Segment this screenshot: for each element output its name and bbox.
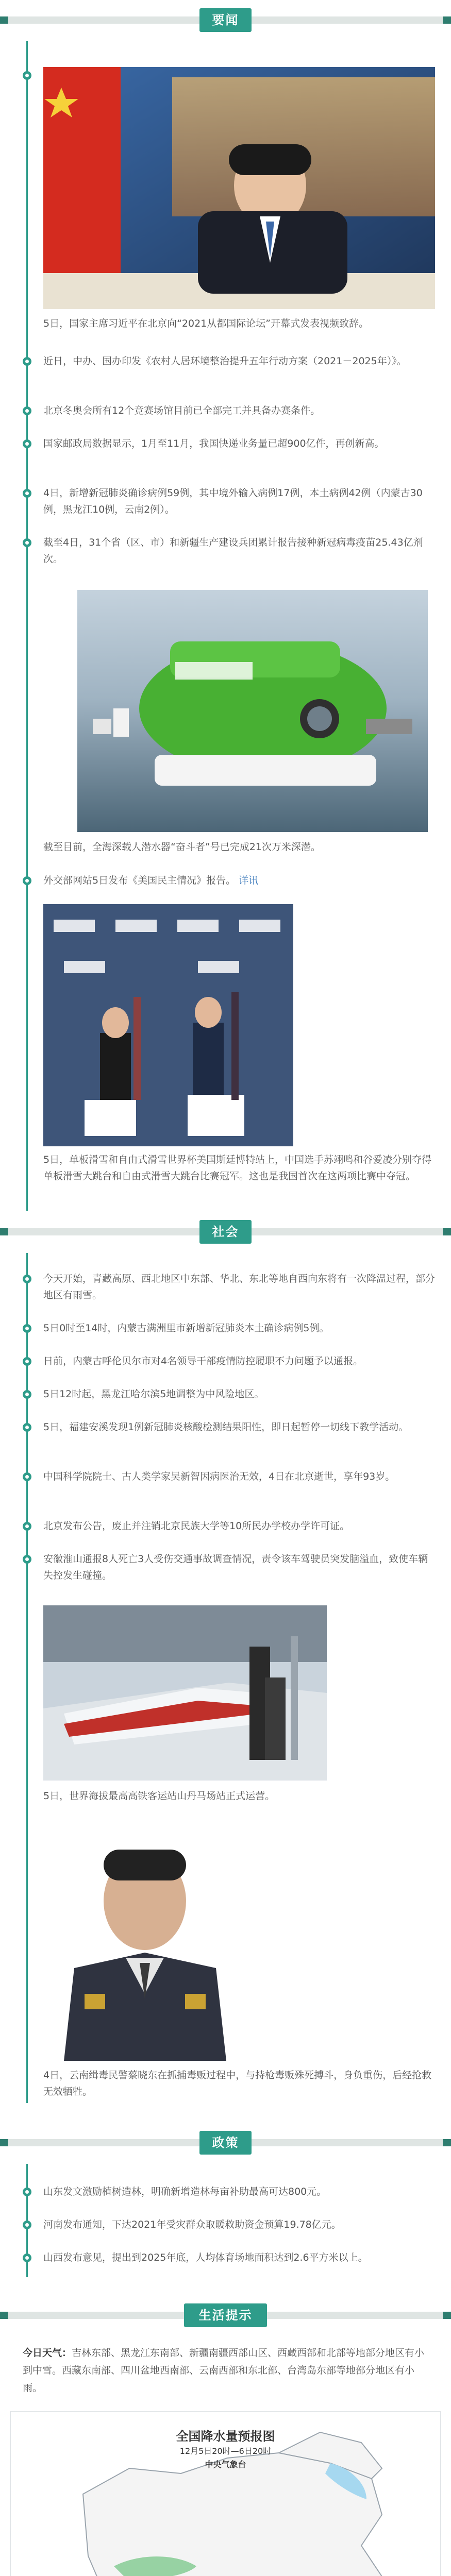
divider-accent-left xyxy=(0,16,8,24)
timeline-dot xyxy=(23,1357,31,1366)
society-item-anxi: 5日，福建安溪发现1例新冠肺炎核酸检测结果阳性，即日起暂停一切线下教学活动。 xyxy=(43,1421,409,1433)
news-item-covid-cases: 4日，新增新冠肺炎确诊病例59例，其中境外输入病例17例，本土病例42例（内蒙古30例，黑龙江10例，云南2例）。 xyxy=(43,487,423,515)
timeline-news xyxy=(26,41,28,1211)
timeline-dot xyxy=(23,2253,31,2262)
section-title-society: 社会 xyxy=(199,1220,252,1244)
divider-accent-left xyxy=(0,2312,8,2319)
policy-item-henan: 河南发布通知，下达2021年受灾群众取暖救助资金预算19.78亿元。 xyxy=(43,2219,341,2230)
timeline-dot xyxy=(23,1423,31,1432)
society-item-traffic-accident: 安徽淮山通报8人死亡3人受伤交通事故调查情况，责令该车驾驶员突发脑溢血，致使车辆失控发生碰撞。 xyxy=(43,1553,428,1581)
photo-xi-video-speech xyxy=(43,67,435,309)
timeline-dot xyxy=(23,538,31,547)
divider-accent-right xyxy=(443,2312,451,2319)
section-header-tips xyxy=(0,2300,451,2330)
news-item-democracy-text: 外交部网站5日发布《美国民主情况》报告。 xyxy=(43,875,236,886)
society-item-cooling: 今天开始，青藏高原、西北地区中东部、华北、东北等地自西向东将有一次降温过程，部分地区有雨雪。 xyxy=(43,1273,436,1301)
timeline-dot xyxy=(23,489,31,498)
photo-police-officer xyxy=(43,1824,247,2061)
society-item-manzhouli: 5日0时至14时，内蒙古满洲里市新增新冠肺炎本土确诊病例5例。 xyxy=(43,1323,329,1334)
tips-weather-label: 今日天气： xyxy=(23,2347,72,2359)
photo-highspeed-train-station xyxy=(43,1605,327,1781)
society-item-beijing-schools: 北京发布公告，废止并注销北京民族大学等10所民办学校办学许可证。 xyxy=(43,1520,350,1532)
photo-snowboard-champions xyxy=(43,904,293,1146)
section-header-policy xyxy=(0,2128,451,2158)
news-item-democracy-report xyxy=(43,872,435,889)
map-time-range: 12月5日20时—6日20时 xyxy=(179,2446,272,2456)
map-title: 全国降水量预报图 xyxy=(176,2429,275,2444)
timeline-dot xyxy=(23,2188,31,2196)
policy-item-shandong: 山东发文激励植树造林，明确新增造林每亩补助最高可达800元。 xyxy=(43,2186,327,2197)
timeline-dot xyxy=(23,71,31,80)
timeline-dot xyxy=(23,1555,31,1564)
caption-submersible: 截至目前，全海深载人潜水器“奋斗者”号已完成21次万米深潜。 xyxy=(43,841,321,853)
timeline-dot xyxy=(23,876,31,885)
caption-xi-speech: 5日，国家主席习近平在北京向“2021从都国际论坛”开幕式发表视频致辞。 xyxy=(43,318,369,329)
section-title-tips: 生活提示 xyxy=(184,2303,267,2327)
divider-accent-right xyxy=(443,2139,451,2146)
map-organization: 中央气象台 xyxy=(205,2460,246,2469)
tips-today-weather xyxy=(23,2344,430,2397)
tips-weather-text: 吉林东部、黑龙江东南部、新疆南疆西部山区、西藏西部和北部等地部分地区有小到中雪。西藏东南部、四川盆地西南部、云南西部和东北部、台湾岛东部等地部分地区有小雨。 xyxy=(23,2347,425,2394)
section-title-news: 要闻 xyxy=(199,8,252,32)
divider-accent-left xyxy=(0,1228,8,1235)
news-item-express-delivery: 国家邮政局数据显示，1月至11月，我国快递业务量已超900亿件，再创新高。 xyxy=(43,438,385,449)
photo-submersible-fendouzhe xyxy=(77,590,428,832)
society-item-wu-xinzhi: 中国科学院院士、古人类学家吴新智因病医治无效，4日在北京逝世，享年93岁。 xyxy=(43,1471,395,1482)
timeline-dot xyxy=(23,406,31,415)
society-item-hulunbuir: 日前，内蒙古呼伦贝尔市对4名领导干部疫情防控履职不力问题予以通报。 xyxy=(43,1355,363,1367)
caption-ski-champions: 5日，单板滑雪和自由式滑雪世界杯美国斯廷博特站上，中国选手苏翊鸣和谷爱凌分别夺得单板滑雪大跳台和自由式滑雪大跳台比赛冠军。这也是我国首次在这两项比赛中夺冠。 xyxy=(43,1154,432,1182)
section-header-society xyxy=(0,1217,451,1247)
news-item-rural-plan: 近日，中办、国办印发《农村人居环境整治提升五年行动方案（2021－2025年）》。 xyxy=(43,355,407,367)
detail-link[interactable]: 详讯 xyxy=(239,875,259,886)
timeline-dot xyxy=(23,1472,31,1481)
precipitation-forecast-map xyxy=(10,2411,441,2576)
divider-accent-left xyxy=(0,2139,8,2146)
timeline-dot xyxy=(23,1275,31,1283)
timeline-dot xyxy=(23,357,31,366)
timeline-dot xyxy=(23,2221,31,2229)
policy-item-shanxi: 山西发布意见，提出到2025年底，人均体育场地面积达到2.6平方米以上。 xyxy=(43,2252,368,2263)
society-item-harbin: 5日12时起，黑龙江哈尔滨5地调整为中风险地区。 xyxy=(43,1388,264,1400)
divider-accent-right xyxy=(443,16,451,24)
timeline-dot xyxy=(23,1390,31,1399)
section-title-policy: 政策 xyxy=(199,2131,252,2155)
divider-accent-right xyxy=(443,1228,451,1235)
news-item-olympic-venues: 北京冬奥会所有12个竞赛场馆目前已全部完工并具备办赛条件。 xyxy=(43,405,321,416)
timeline-dot xyxy=(23,1522,31,1531)
caption-train-station: 5日，世界海拔最高高铁客运站山丹马场站正式运营。 xyxy=(43,1790,275,1802)
section-header-news xyxy=(0,5,451,35)
timeline-dot xyxy=(23,1324,31,1333)
caption-police-officer: 4日，云南缉毒民警蔡晓东在抓捕毒贩过程中，与持枪毒贩殊死搏斗，身负重伤，后经抢救无效牺牲。 xyxy=(43,2070,432,2097)
timeline-society xyxy=(26,1253,28,2103)
news-item-vaccination: 截至4日，31个省（区、市）和新疆生产建设兵团累计报告接种新冠病毒疫苗25.43亿剂次。 xyxy=(43,537,423,565)
timeline-dot xyxy=(23,439,31,448)
